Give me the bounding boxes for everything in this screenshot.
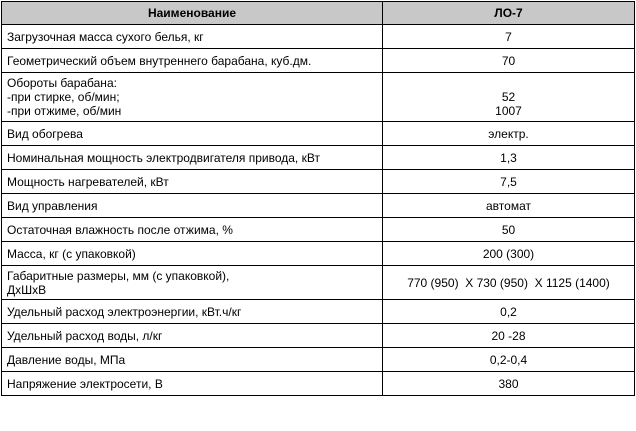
row-name: Номинальная мощность электродвигателя привода, кВт <box>2 146 383 170</box>
row-name <box>2 266 383 300</box>
row-name: Геометрический объем внутреннего барабана, куб.дм. <box>2 49 383 73</box>
row-name: Остаточная влажность после отжима, % <box>2 218 383 242</box>
row-value-line: 1007 <box>495 104 522 118</box>
table-row <box>2 25 635 49</box>
table-row <box>2 218 635 242</box>
row-value: 7 <box>383 25 635 49</box>
table-row <box>2 194 635 218</box>
row-name-line: Обороты барабана: <box>7 76 117 90</box>
row-value <box>383 73 635 122</box>
row-name: Удельный расход электроэнергии, кВт.ч/кг <box>2 300 383 324</box>
row-value: 770 (950) X 730 (950) X 1125 (1400) <box>383 266 635 300</box>
header-model: ЛО-7 <box>383 2 635 25</box>
table-header-row <box>2 2 635 25</box>
row-value: 200 (300) <box>383 242 635 266</box>
table-row <box>2 170 635 194</box>
row-value: электр. <box>383 122 635 146</box>
row-value: 70 <box>383 49 635 73</box>
row-name: Вид обогрева <box>2 122 383 146</box>
row-name <box>2 73 383 122</box>
row-name: Масса, кг (с упаковкой) <box>2 242 383 266</box>
row-name: Мощность нагревателей, кВт <box>2 170 383 194</box>
table-row <box>2 73 635 122</box>
row-name-line: Габаритные размеры, мм (с упаковкой), <box>7 268 230 283</box>
row-value: 0,2 <box>383 300 635 324</box>
row-name: Давление воды, МПа <box>2 348 383 372</box>
row-name: Вид управления <box>2 194 383 218</box>
row-value-line: 52 <box>501 90 516 104</box>
table-row <box>2 266 635 300</box>
table-row <box>2 49 635 73</box>
header-name: Наименование <box>2 2 383 25</box>
row-value: автомат <box>383 194 635 218</box>
row-name-line: -при отжиме, об/мин <box>7 104 122 118</box>
row-value: 50 <box>383 218 635 242</box>
row-name: Загрузочная масса сухого белья, кг <box>2 25 383 49</box>
row-name-line: -при стирке, об/мин; <box>7 90 120 104</box>
row-value: 0,2-0,4 <box>383 348 635 372</box>
table-row <box>2 242 635 266</box>
row-value: 20 -28 <box>383 324 635 348</box>
row-name: Удельный расход воды, л/кг <box>2 324 383 348</box>
table-row <box>2 300 635 324</box>
table-row <box>2 146 635 170</box>
row-value: 1,3 <box>383 146 635 170</box>
row-name-line: ДхШхВ <box>7 282 47 297</box>
table-row <box>2 324 635 348</box>
row-value: 7,5 <box>383 170 635 194</box>
table-row <box>2 348 635 372</box>
row-value-line <box>388 76 629 90</box>
row-name: Напряжение электросети, В <box>2 372 383 396</box>
row-value: 380 <box>383 372 635 396</box>
table-row <box>2 122 635 146</box>
specifications-table <box>1 1 635 396</box>
table-row <box>2 372 635 396</box>
